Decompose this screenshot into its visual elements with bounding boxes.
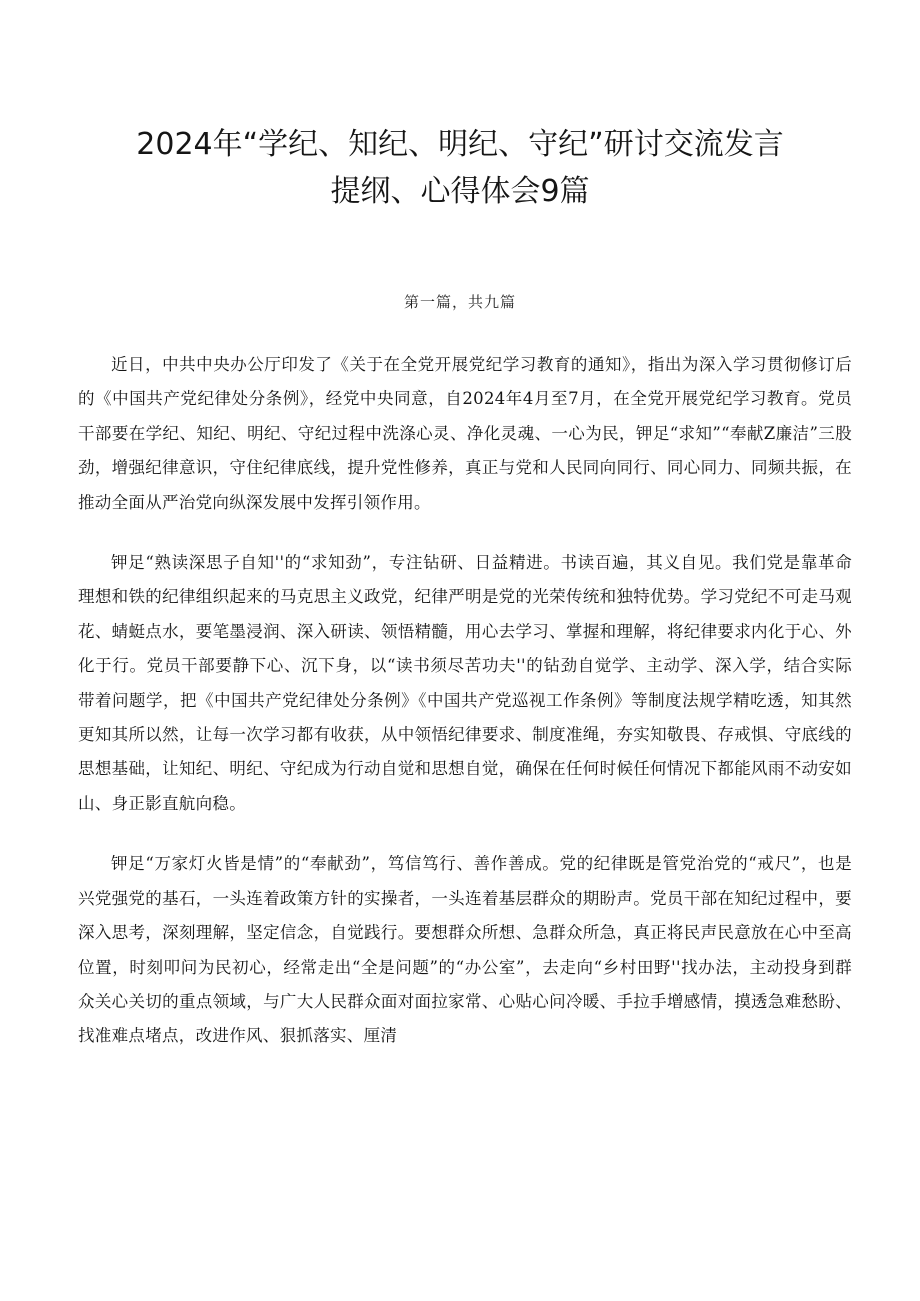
section-subtitle: 第一篇，共九篇 bbox=[403, 293, 516, 311]
paragraph-2: 钾足“熟读深思子自知''的“求知劲”，专注钻研、日益精进。书读百遍，其义自见。我们党是靠革命理想和铁的纪律组织起来的马克思主义政党，纪律严明是党的光荣传统和独特优势。学习党纪不可走马观花、蜻蜓点水，要笔墨浸润、深入研读、领悟精髓，用心去学习、掌握和理解，将纪律要求内化于心、外化于行。党员干部要静下心、沉下身，以“读书须尽苦功夫''的钻劲自觉学、主动学、深入学，结合实际带着问题学，把《中国共产党纪律处分条例》《中国共产党巡视工作条例》等制度法规学精吃透，知其然更知其所以然，让每一次学习都有收获，从中领悟纪律要求、制度准绳，夯实知敬畏、存戒惧、守底线的思想基础，让知纪、明纪、守纪成为行动自觉和思想自觉，确保在任何时候任何情况下都能风雨不动安如山、身正影直航向稳。 bbox=[78, 553, 852, 813]
paragraph-3: 钾足“万家灯火皆是情”的“奉献劲”，笃信笃行、善作善成。党的纪律既是管党治党的“戒尺”，也是兴党强党的基石，一头连着政策方针的实操者，一头连着基层群众的期盼声。党员干部在知纪过程中，要深入思考，深刻理解，坚定信念，自觉践行。要想群众所想、急群众所急，真正将民声民意放在心中至高位置，时刻叩问为民初心，经常走出“全是问题”的“办公室”，去走向“乡村田野''找办法，主动投身到群众关心关切的重点领域，与广大人民群众面对面拉家常、心贴心问冷暖、手拉手增感情，摸透急难愁盼、找准难点堵点，改进作风、狠抓落实、厘清 bbox=[78, 854, 852, 1046]
paragraph-1: 近日，中共中央办公厅印发了《关于在全党开展党纪学习教育的通知》，指出为深入学习贯彻修订后的《中国共产党纪律处分条例》，经党中央同意，自2024年4月至7月，在全党开展党纪学习教育。党员干部要在学纪、知纪、明纪、守纪过程中洗涤心灵、净化灵魂、一心为民，钾足“求知”“奉献Z廉洁”三股劲，增强纪律意识，守住纪律底线，提升党性修养，真正与党和人民同向同行、同心同力、同频共振，在推动全面从严治党向纵深发展中发挥引领作用。 bbox=[78, 355, 852, 512]
document-title bbox=[70, 121, 850, 215]
title-line-2: 提纲、心得体会9篇 bbox=[330, 174, 590, 209]
document-body bbox=[78, 348, 852, 1080]
title-line-1: 2024年“学纪、知纪、明纪、守纪”研讨交流发言 bbox=[136, 127, 784, 162]
